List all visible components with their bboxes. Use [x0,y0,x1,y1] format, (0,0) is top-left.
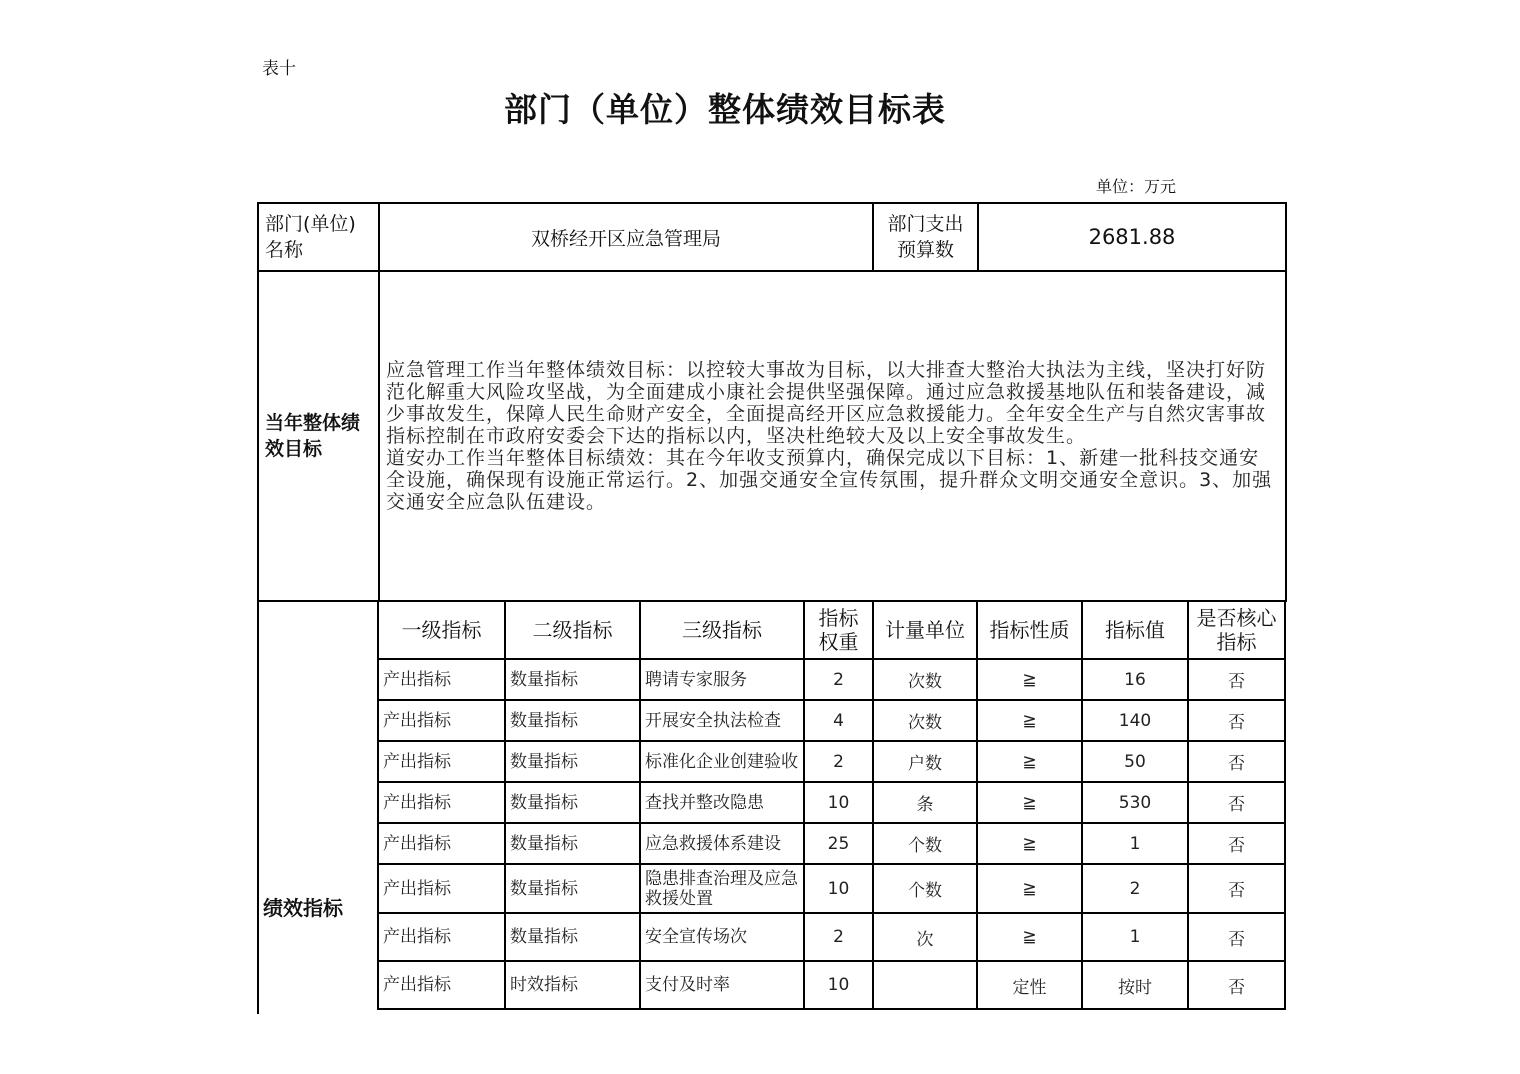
level3-cell: 安全宣传场次 [640,913,804,961]
table-row [378,823,1285,864]
nature-cell: ≧ [977,782,1082,823]
table-row [378,913,1285,961]
annual-goal-label: 当年整体绩效目标 [258,271,379,601]
weight-cell: 10 [804,961,873,1009]
nature-cell: ≧ [977,741,1082,782]
table-row [378,659,1285,700]
header-value: 指标值 [1082,601,1188,659]
value-cell: 50 [1082,741,1188,782]
header-nature: 指标性质 [977,601,1082,659]
unit-cell: 次 [873,913,977,961]
left-border [257,600,259,1014]
level2-cell: 数量指标 [505,659,640,700]
level1-cell: 产出指标 [378,782,505,823]
level1-cell: 产出指标 [378,700,505,741]
weight-cell: 2 [804,659,873,700]
nature-cell: ≧ [977,659,1082,700]
level2-cell: 数量指标 [505,913,640,961]
level1-cell: 产出指标 [378,913,505,961]
value-cell: 按时 [1082,961,1188,1009]
value-cell: 1 [1082,913,1188,961]
budget-value: 2681.88 [978,203,1286,271]
core-cell: 否 [1188,864,1285,913]
value-cell: 140 [1082,700,1188,741]
level3-cell: 聘请专家服务 [640,659,804,700]
header-level1: 一级指标 [378,601,505,659]
core-cell: 否 [1188,741,1285,782]
level3-cell: 开展安全执法检查 [640,700,804,741]
value-cell: 1 [1082,823,1188,864]
page-title: 部门（单位）整体绩效目标表 [504,90,946,129]
level2-cell: 数量指标 [505,823,640,864]
goal-paragraph-1: 应急管理工作当年整体绩效目标：以控较大事故为目标，以大排查大整治大执法为主线，坚决打好防范化解重大风险攻坚战，为全面建成小康社会提供坚强保障。通过应急救援基地队伍和装备建设，减少事故发生，保障人民生命财产安全，全面提高经开区应急救援能力。全年安全生产与自然灾害事故指标控制在市政府安委会下达的指标以内，坚决杜绝较大及以上安全事故发生。 [386,359,1267,447]
weight-cell: 2 [804,913,873,961]
table-row [378,782,1285,823]
level1-cell: 产出指标 [378,823,505,864]
core-cell: 否 [1188,659,1285,700]
dept-name-value: 双桥经开区应急管理局 [379,203,873,271]
core-cell: 否 [1188,700,1285,741]
level1-cell: 产出指标 [378,961,505,1009]
level2-cell: 数量指标 [505,700,640,741]
level3-cell: 支付及时率 [640,961,804,1009]
level1-cell: 产出指标 [378,659,505,700]
unit-cell: 次数 [873,700,977,741]
unit-cell: 个数 [873,823,977,864]
indicator-table [377,600,1286,1010]
annual-goal-text [379,271,1286,601]
header-core: 是否核心指标 [1188,601,1285,659]
level2-cell: 数量指标 [505,864,640,913]
nature-cell: ≧ [977,864,1082,913]
header-level2: 二级指标 [505,601,640,659]
table-row [378,741,1285,782]
core-cell: 否 [1188,913,1285,961]
table-row [378,700,1285,741]
unit-cell: 户数 [873,741,977,782]
table-row [378,864,1285,913]
unit-cell: 个数 [873,864,977,913]
level2-cell: 时效指标 [505,961,640,1009]
performance-indicators-label: 绩效指标 [263,896,343,920]
goal-paragraph-2: 道安办工作当年整体目标绩效：其在今年收支预算内，确保完成以下目标：1、新建一批科技交通安全设施，确保现有设施正常运行。2、加强交通安全宣传氛围，提升群众文明交通安全意识。3、加强交通安全应急队伍建设。 [386,447,1273,513]
value-cell: 2 [1082,864,1188,913]
value-cell: 16 [1082,659,1188,700]
nature-cell: ≧ [977,913,1082,961]
level3-cell: 应急救援体系建设 [640,823,804,864]
core-cell: 否 [1188,823,1285,864]
dept-name-label: 部门(单位)名称 [258,203,379,271]
weight-cell: 4 [804,700,873,741]
unit-cell: 次数 [873,659,977,700]
nature-cell: ≧ [977,700,1082,741]
nature-cell: 定性 [977,961,1082,1009]
level3-cell: 隐患排查治理及应急救援处置 [640,864,804,913]
budget-label: 部门支出预算数 [873,203,978,271]
weight-cell: 2 [804,741,873,782]
level3-cell: 标准化企业创建验收 [640,741,804,782]
table-row [378,961,1285,1009]
level3-cell: 查找并整改隐患 [640,782,804,823]
core-cell: 否 [1188,782,1285,823]
level2-cell: 数量指标 [505,782,640,823]
header-level3: 三级指标 [640,601,804,659]
weight-cell: 25 [804,823,873,864]
header-weight: 指标权重 [804,601,873,659]
value-cell: 530 [1082,782,1188,823]
weight-cell: 10 [804,864,873,913]
unit-cell: 条 [873,782,977,823]
unit-label: 单位：万元 [1096,177,1177,196]
core-cell: 否 [1188,961,1285,1009]
nature-cell: ≧ [977,823,1082,864]
weight-cell: 10 [804,782,873,823]
level1-cell: 产出指标 [378,864,505,913]
level1-cell: 产出指标 [378,741,505,782]
unit-cell [873,961,977,1009]
level2-cell: 数量指标 [505,741,640,782]
table-number: 表十 [262,59,296,79]
summary-table [257,202,1287,602]
header-unit: 计量单位 [873,601,977,659]
